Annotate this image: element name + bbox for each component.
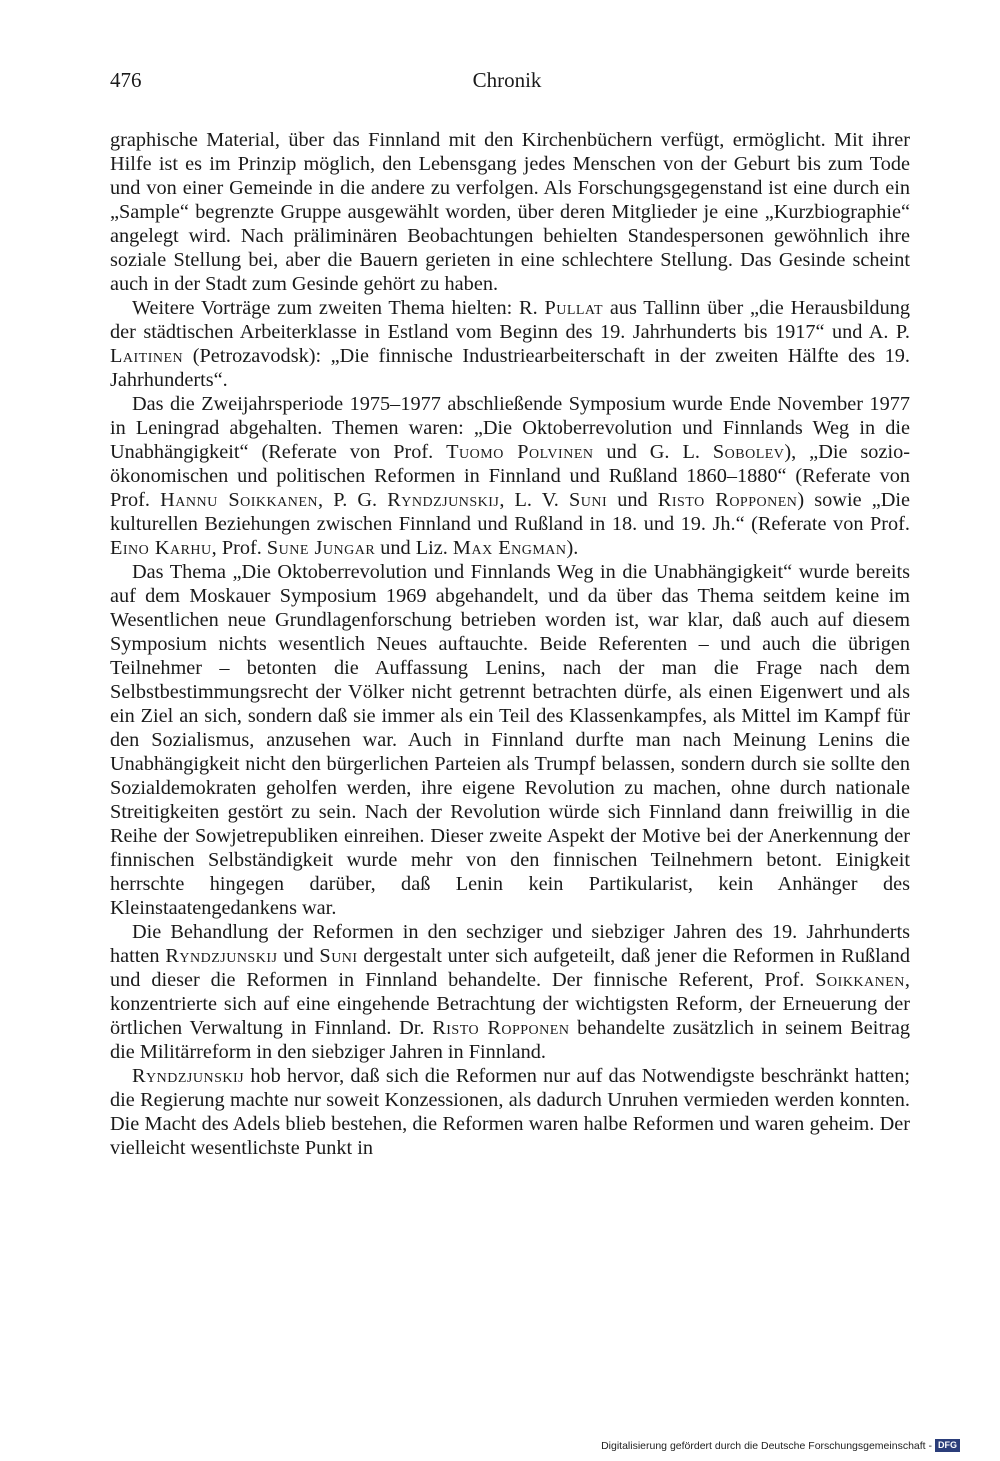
paragraph-text: und (607, 489, 658, 511)
person-name: Eino Karhu (110, 537, 212, 559)
running-head: Chronik (472, 68, 542, 92)
digitization-credit (601, 1439, 960, 1452)
paragraph-text: , konzentrierte sich auf eine eingehende Betrachtung der wichtigsten Reform, der Erneuerung der örtlichen Verwaltung in Finnland. Dr. (110, 969, 910, 1039)
paragraph-text: Weitere Vorträge zum zweiten Thema hielten: R. (132, 297, 545, 319)
paragraph-text: ), „Die sozio-ökonomischen und politischen Reformen in Finnland und Rußland 1860–1880“ (Referate von Prof. (110, 441, 910, 511)
person-name: Risto Ropponen (432, 1017, 570, 1039)
person-name: Risto Ropponen (657, 489, 798, 511)
dfg-logo: DFG (935, 1439, 960, 1452)
paragraph (110, 560, 910, 920)
person-name: Sune Jungar (266, 537, 376, 559)
person-name: Sobolev (712, 441, 785, 463)
person-name: Suni (568, 489, 608, 511)
paragraph-text: graphische Material, über das Finnland mit den Kirchenbüchern verfügt, ermöglicht. Mit ihrer Hilfe ist es im Prinzip möglich, den Lebensgang jedes Menschen von der Geburt bis zum Tode und von einer Gemeinde in die andere zu verfolgen. Als Forschungsgegenstand ist eine durch ein „Sample“ begrenzte Gruppe ausgewählt worden, über deren Mitglieder je eine „Kurzbiographie“ angelegt wird. Nach präliminären Beobachtungen behielten Standespersonen gewöhnlich ihre soziale Stellung bei, aber die Bauern gerieten in eine schlechtere Stellung. Das Gesinde scheint auch in der Stadt zum Gesinde gehört zu haben. (110, 129, 910, 295)
person-name: Laitinen (110, 345, 184, 367)
person-name: Ryndzjunskij (132, 1065, 245, 1087)
paragraph-text: (Petrozavodsk): „Die finnische Industriearbeiterschaft in der zweiten Hälfte des 19. Jahrhunderts“. (110, 345, 910, 391)
paragraph (110, 128, 910, 296)
paragraph-text: , L. V. (499, 489, 569, 511)
person-name: Hannu Soikkanen (160, 489, 318, 511)
paragraph-text: dergestalt unter sich aufgeteilt, daß jener die Reformen in Rußland und dieser die Reformen in Finnland behandelte. Der finnische Referent, Prof. (110, 945, 911, 991)
person-name: Soikkanen (815, 969, 905, 991)
paragraph-text: hob hervor, daß sich die Reformen nur auf das Notwendigste beschränkt hatten; die Regierung machte nur soweit Konzessionen, als dadurch Unruhen vermieden werden konnten. Die Macht des Adels blieb bestehen, die Reformen waren halbe Reformen und waren geheim. Der vielleicht wesentlichste Punkt in (110, 1065, 910, 1159)
paragraph-text: behandelte zusätzlich in seinem Beitrag die Militärreform in den siebziger Jahren in Finnland. (110, 1017, 910, 1063)
person-name: Max Engman (452, 537, 567, 559)
person-name: Pullat (544, 297, 604, 319)
paragraph-text: , Prof. (211, 537, 267, 559)
paragraph-text: Das die Zweijahrsperiode 1975–1977 abschließende Symposium wurde Ende November 1977 in Leningrad abgehalten. Themen waren: „Die Oktoberrevolution und Finnlands Weg in die Unabhängigkeit“ (Referate von Prof. (110, 393, 910, 463)
paragraph (110, 1064, 910, 1160)
paragraph-text: ) sowie „Die kulturellen Beziehungen zwischen Finnland und Rußland in 18. und 19. Jh.“ (Referate von Prof. (110, 489, 910, 535)
paragraph-text: und (277, 945, 320, 967)
paragraph-text: Das Thema „Die Oktoberrevolution und Finnlands Weg in die Unabhängigkeit“ wurde bereits auf dem Moskauer Symposium 1969 abgehandelt, und da über das Thema seitdem keine im Wesentlichen neue Grundlagenforschung betrieben worden ist, war klar, daß auch auf diesem Symposium nichts wesentlich Neues auftauchte. Beide Referenten – und auch die übrigen Teilnehmer – betonten die Auffassung Lenins, nach der man die Frage nach dem Selbstbestimmungsrecht der Völker nicht getrennt betrachten dürfe, als einen Eigenwert und als ein Ziel an sich, sondern daß sie immer als ein Teil des Klassenkampfes, als Mittel im Kampf für den Sozialismus, anzusehen war. Auch in Finnland durfte man nach Meinung Lenins die Unabhängigkeit nicht den bürgerlichen Parteien als Trumpf belassen, sondern durch sie sollte den Sozialdemokraten geholfen werden, ihre eigene Revolution zu machen, ohne durch nationale Streitigkeiten gestört zu sein. Nach der Revolution würde sich Finnland dann freiwillig in die Reihe der Sowjetrepubliken einreihen. Dieser zweite Aspekt der Motive bei der Anerkennung der finnischen Selbständigkeit wurde mehr von den finnischen Teilnehmern betont. Einigkeit herrschte hingegen darüber, daß Lenin kein Partikularist, kein Anhänger des Kleinstaatengedankens war. (110, 561, 910, 919)
digitization-credit-text: Digitalisierung gefördert durch die Deutsche Forschungsgemeinschaft - (601, 1439, 932, 1452)
paragraph-text: und G. L. (593, 441, 713, 463)
page-number: 476 (110, 68, 142, 92)
paragraph-text: aus Tallinn über „die Herausbildung der städtischen Arbeiterklasse in Estland vom Beginn des 19. Jahrhunderts bis 1917“ und A. P. (110, 297, 910, 343)
person-name: Ryndzjunskij (387, 489, 500, 511)
paragraph (110, 392, 910, 560)
person-name: Tuomo Polvinen (446, 441, 594, 463)
person-name: Suni (319, 945, 358, 967)
body-text (110, 128, 910, 1160)
paragraph (110, 296, 910, 392)
paragraph-text: Die Behandlung der Reformen in den sechziger und siebziger Jahren des 19. Jahrhunderts hatten (110, 921, 910, 967)
paragraph-text: ). (566, 537, 579, 559)
paragraph (110, 920, 910, 1064)
paragraph-text: , P. G. (318, 489, 388, 511)
person-name: Ryndzjunskij (165, 945, 278, 967)
paragraph-text: und Liz. (375, 537, 453, 559)
